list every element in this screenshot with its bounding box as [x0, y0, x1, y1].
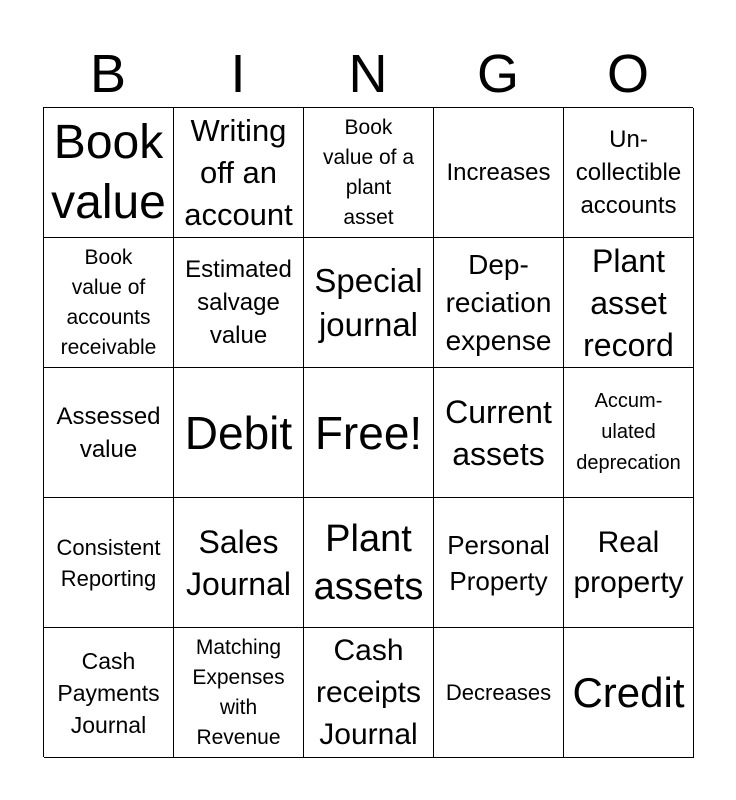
bingo-cell[interactable]	[434, 238, 564, 368]
bingo-cell[interactable]	[174, 108, 304, 238]
header-letter-g: G	[476, 44, 519, 104]
bingo-cell[interactable]	[434, 498, 564, 628]
bingo-cell[interactable]	[434, 368, 564, 498]
bingo-cell[interactable]	[304, 238, 434, 368]
cell-text: Increases	[446, 159, 551, 186]
bingo-card-grid	[43, 107, 693, 757]
cell-text: Decreases	[445, 680, 552, 705]
bingo-cell[interactable]	[434, 628, 564, 758]
cell-text: Special journal	[314, 261, 423, 343]
cell-text: Dep- reciation expense	[445, 248, 552, 356]
free-space-text: Free!	[314, 406, 423, 459]
header-letter-n: N	[348, 44, 388, 104]
cell-text: Plant asset record	[583, 242, 674, 363]
bingo-cell[interactable]	[44, 498, 174, 628]
free-space-cell[interactable]	[304, 368, 434, 498]
cell-text: Writing off an account	[184, 112, 293, 232]
cell-text: Assessed value	[56, 402, 161, 463]
bingo-cell[interactable]	[174, 498, 304, 628]
header-letter-b: B	[89, 44, 127, 104]
cell-text: Personal Property	[447, 529, 550, 596]
bingo-cell[interactable]	[564, 498, 694, 628]
bingo-cell[interactable]	[564, 238, 694, 368]
bingo-cell[interactable]	[304, 628, 434, 758]
bingo-cell[interactable]	[564, 108, 694, 238]
cell-text: Estimated salvage value	[185, 256, 292, 349]
bingo-cell[interactable]	[44, 238, 174, 368]
cell-text: Credit	[572, 668, 685, 716]
cell-text: Cash Payments Journal	[57, 647, 160, 738]
bingo-cell[interactable]	[174, 628, 304, 758]
bingo-header	[43, 42, 693, 106]
cell-text: Consistent Reporting	[56, 534, 161, 591]
cell-text: Sales Journal	[186, 523, 291, 602]
bingo-cell[interactable]	[174, 368, 304, 498]
cell-text: Book value of accounts receivable	[60, 245, 157, 359]
cell-text: Plant assets	[313, 517, 424, 608]
cell-text: Matching Expenses with Revenue	[192, 635, 285, 749]
cell-text: Book value of a plant asset	[322, 115, 415, 229]
cell-text: Book value	[51, 115, 166, 229]
bingo-cell[interactable]	[44, 108, 174, 238]
bingo-cell[interactable]	[564, 368, 694, 498]
cell-text: Current assets	[445, 393, 552, 472]
header-letter-i: I	[230, 44, 246, 104]
header-letter-o: O	[606, 44, 649, 104]
cell-text: Un- collectible accounts	[575, 126, 682, 219]
bingo-cell[interactable]	[44, 368, 174, 498]
bingo-cell[interactable]	[174, 238, 304, 368]
cell-text: Debit	[184, 406, 293, 459]
cell-text: Real property	[573, 525, 684, 599]
bingo-cell[interactable]	[44, 628, 174, 758]
bingo-cell[interactable]	[564, 628, 694, 758]
bingo-cell[interactable]	[304, 498, 434, 628]
cell-text: Accum- ulated deprecation	[576, 390, 681, 474]
cell-text: Cash receipts Journal	[315, 633, 422, 751]
bingo-cell[interactable]	[304, 108, 434, 238]
bingo-cell[interactable]	[434, 108, 564, 238]
